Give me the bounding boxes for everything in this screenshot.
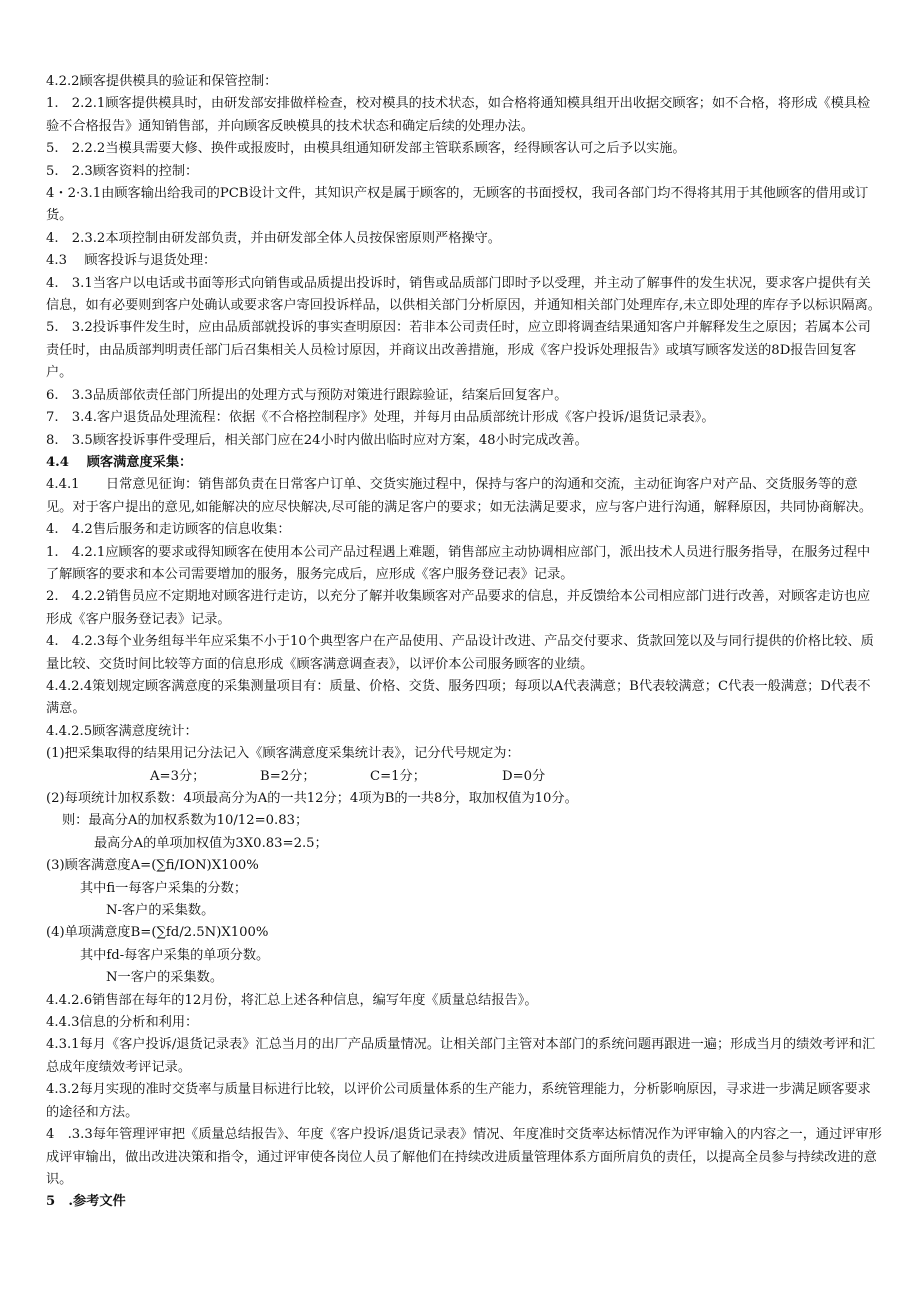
formula-note: 其中fi一每客户采集的分数； xyxy=(80,880,248,896)
paragraph: 4.4.2.4策划规定顾客满意度的采集测量项目有：质量、价格、交货、服务四项；每项以A代表满意；B代表较满意；C代表一般满意；D代表不满意。 xyxy=(46,678,871,717)
section-heading: 5. 2.3顾客资料的控制： xyxy=(46,163,199,179)
score-code-b: B=2分； xyxy=(260,768,316,784)
paragraph: 4 .3.3每年管理评审把《质量总结报告》、年度《客户投诉/退货记录表》情况、年度准时交货率达标情况作为评审输入的内容之一，通过评审形成评审输出，做出改进决策和指令，通过评审使各岗位人员了解他们在持续改进质量管理体系方面所肩负的责任，以提高全员参与持续改进的意识。 xyxy=(46,1127,882,1187)
formula-line: 最高分A的单项加权值为3X0.83=2.5； xyxy=(94,835,328,851)
section-heading: 4.2.2顾客提供模具的验证和保管控制： xyxy=(46,74,278,89)
formula-note: 其中fd-每客户采集的单项分数。 xyxy=(80,947,270,963)
score-code-c: C=1分； xyxy=(370,768,426,784)
paragraph: 5. 3.2投诉事件发生时，应由品质部就投诉的事实查明原因：若非本公司责任时，应立即将调查结果通知客户并解释发生之原因；若属本公司责任时，由品质部判明责任部门后召集相关人员检讨原因，并商议出改善措施，形成《客户投诉处理报告》或填写顾客发送的8D报告回复客户。 xyxy=(46,320,871,381)
paragraph: 2. 4.2.2销售员应不定期地对顾客进行走访，以充分了解并收集顾客对产品要求的信息，并反馈给本公司相应部门进行改善，对顾客走访也应形成《客户服务登记表》记录。 xyxy=(46,589,871,627)
paragraph: 4.4.1 日常意见征询：销售部负责在日常客户订单、交货实施过程中，保持与客户的沟通和交流，主动征询客户对产品、交货服务等的意见。对于客户提出的意见,如能解决的应尽快解决,尽可能的满足客户的要求；如无法满足要求，应与客户进行沟通，解释原因，共同协商解决。 xyxy=(46,477,873,515)
paragraph: 4.3.2每月实现的准时交货率与质量目标进行比较，以评价公司质量体系的生产能力，系统管理能力，分析影响原因，寻求进一步满足顾客要求的途径和方法。 xyxy=(46,1082,871,1120)
document-body xyxy=(46,71,882,1214)
score-code-a: A=3分； xyxy=(150,768,206,784)
paragraph: 4. 3.1当客户以电话或书面等形式向销售或品质提出投诉时，销售或品质部门即时予以受理，并主动了解事件的发生状况，要求客户提供有关信息，如有必要则到客户处确认或要求客户寄回投诉样品，以供相关部门分析原因，并通知相关部门处理库存,未立即处理的库存予以标识隔离。 xyxy=(46,275,881,314)
paragraph: 8. 3.5顾客投诉事件受理后，相关部门应在24小时内做出临时应对方案，48小时完成改善。 xyxy=(46,432,588,448)
paragraph: 1. 4.2.1应顾客的要求或得知顾客在使用本公司产品过程遇上难题，销售部应主动协调相应部门，派出技术人员进行服务指导，在服务过程中了解顾客的要求和本公司需要增加的服务，服务完成后，应形成《客户服务登记表》记录。 xyxy=(46,544,871,582)
paragraph: 4. 2.3.2本项控制由研发部负责，并由研发部全体人员按保密原则严格操守。 xyxy=(46,230,501,246)
paragraph: 6. 3.3品质部依责任部门所提出的处理方式与预防对策进行跟踪验证，结案后回复客户。 xyxy=(46,387,568,403)
section-heading: 4. 4.2售后服务和走访顾客的信息收集： xyxy=(46,522,291,538)
paragraph: 1. 2.2.1顾客提供模具时，由研发部安排做样检查，校对模具的技术状态，如合格将通知模具组开出收据交顾客；如不合格，将形成《模具检验不合格报告》通知销售部，并向顾客反映模具的技术状态和确定后续的处理办法。 xyxy=(46,96,871,134)
formula-line: (4)单项满意度B=(∑fd/2.5N)X100% xyxy=(46,925,269,941)
paragraph: 4. 4.2.3每个业务组每半年应采集不小于10个典型客户在产品使用、产品设计改进、产品交付要求、货款回笼以及与同行提供的价格比较、质量比较、交货时间比较等方面的信息形成《顾客满意调查表》，以评价本公司服务顾客的业绩。 xyxy=(46,634,874,672)
paragraph: 4.4.2.6销售部在每年的12月份，将汇总上述各种信息，编写年度《质量总结报告》。 xyxy=(46,992,538,1008)
score-code-d: D=0分 xyxy=(502,768,546,784)
section-heading: 4.3 顾客投诉与退货处理： xyxy=(46,253,217,269)
formula-line: (3)顾客满意度A=(∑fi/ION)X100% xyxy=(46,858,259,874)
formula-note: N-客户的采集数。 xyxy=(106,903,215,919)
formula-line: 则：最高分A的加权系数为10/12=0.83； xyxy=(62,813,309,829)
score-code-row xyxy=(46,766,882,788)
section-heading-bold: 5 .参考文件 xyxy=(46,1194,126,1210)
section-heading-bold: 4.4 顾客满意度采集： xyxy=(46,454,193,470)
paragraph: 4.3.1每月《客户投诉/退货记录表》汇总当月的出厂产品质量情况。让相关部门主管对本部门的系统问题再跟进一遍；形成当月的绩效考评和汇总成年度绩效考评记录。 xyxy=(46,1037,876,1075)
paragraph: (1)把采集取得的结果用记分法记入《顾客满意度采集统计表》，记分代号规定为： xyxy=(46,746,520,762)
paragraph: 7. 3.4.客户退货品处理流程：依据《不合格控制程序》处理，并每月由品质部统计形成《客户投诉/退货记录表》。 xyxy=(46,410,715,426)
section-heading: 4.4.2.5顾客满意度统计： xyxy=(46,723,198,739)
paragraph: 4・2·3.1由顾客输出给我司的PCB设计文件，其知识产权是属于顾客的，无顾客的书面授权，我司各部门均不得将其用于其他顾客的借用或订货。 xyxy=(46,186,869,224)
formula-note: N一客户的采集数。 xyxy=(106,970,224,986)
paragraph: 5. 2.2.2当模具需要大修、换件或报废时，由模具组通知研发部主管联系顾客，经得顾客认可之后予以实施。 xyxy=(46,141,686,157)
section-heading: 4.4.3信息的分析和利用： xyxy=(46,1015,199,1031)
paragraph: (2)每项统计加权系数：4项最高分为A的一共12分；4项为B的一共8分，取加权值为10分。 xyxy=(46,791,578,806)
